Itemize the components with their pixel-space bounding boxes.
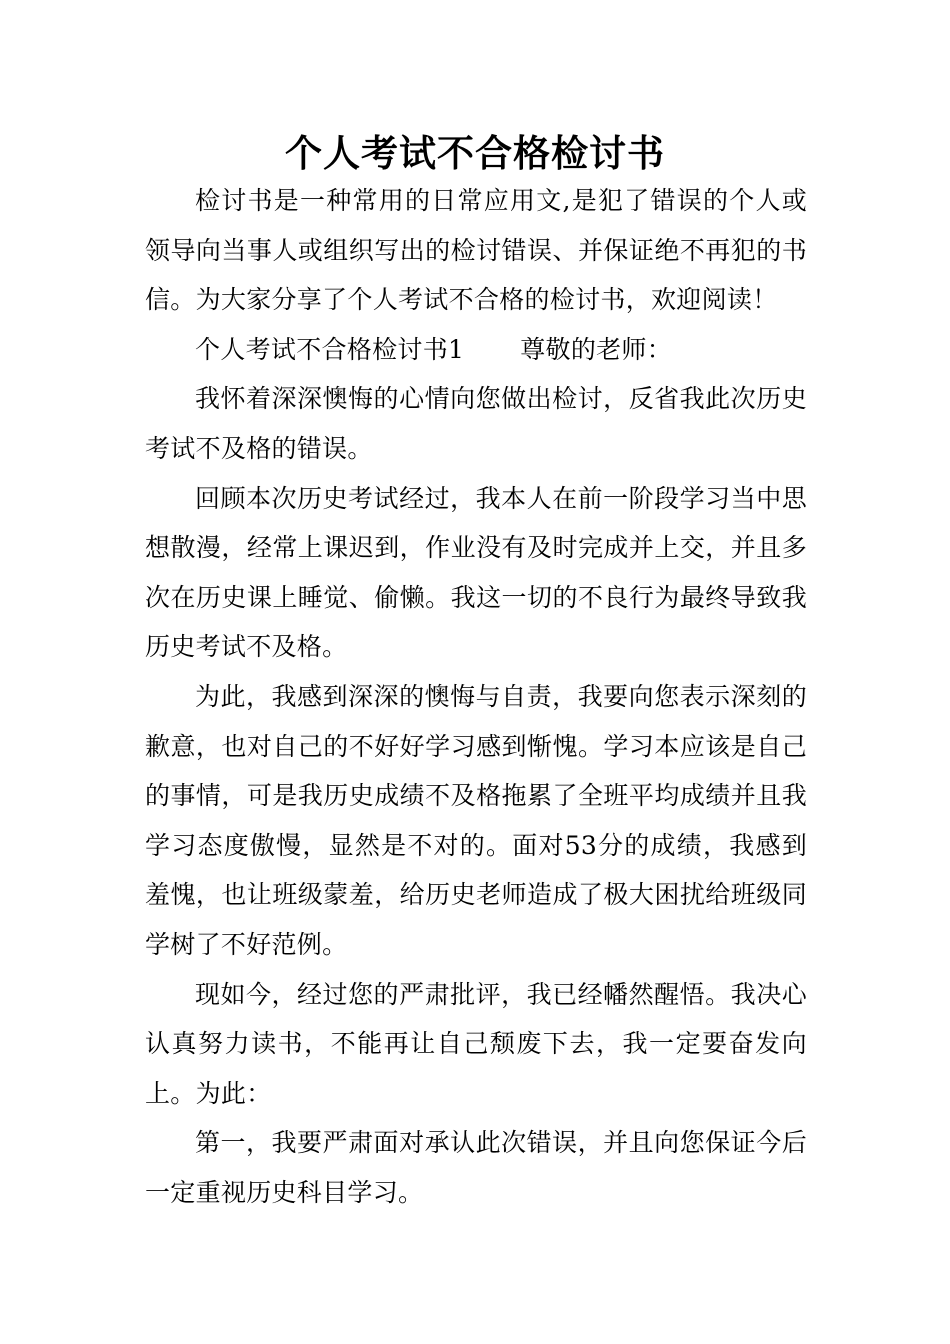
letter-heading: 个人考试不合格检讨书1 [195,334,465,364]
intro-paragraph: 检讨书是一种常用的日常应用文,是犯了错误的个人或领导向当事人或组织写出的检讨错误、并保证绝不再犯的书信。为大家分享了个人考试不合格的检讨书，欢迎阅读！ [145,186,807,315]
body-paragraph: 回顾本次历史考试经过，我本人在前一阶段学习当中思想散漫，经常上课迟到，作业没有及时完成并上交，并且多次在历史课上睡觉、偷懒。我这一切的不良行为最终导致我历史考试不及格。 [145,483,807,662]
body-paragraph: 我怀着深深懊悔的心情向您做出检讨，反省我此次历史考试不及格的错误。 [145,384,807,463]
salutation: 尊敬的老师： [520,334,673,364]
body-paragraph: 为此，我感到深深的懊悔与自责，我要向您表示深刻的歉意，也对自己的不好好学习感到惭愧。学习本应该是自己的事情，可是我历史成绩不及格拖累了全班平均成绩并且我学习态度傲慢，显然是不对的。面对53分的成绩，我感到羞愧，也让班级蒙羞，给历史老师造成了极大困扰给班级同学树了不好范例。 [145,681,807,959]
body-paragraph: 现如今，经过您的严肃批评，我已经幡然醒悟。我决心认真努力读书，不能再让自己颓废下去，我一定要奋发向上。为此： [145,979,807,1108]
letter-heading-line [145,325,807,375]
document-title: 个人考试不合格检讨书 [285,131,665,175]
document-body [145,176,807,1217]
body-paragraph: 第一，我要严肃面对承认此次错误，并且向您保证今后一定重视历史科目学习。 [145,1128,807,1207]
